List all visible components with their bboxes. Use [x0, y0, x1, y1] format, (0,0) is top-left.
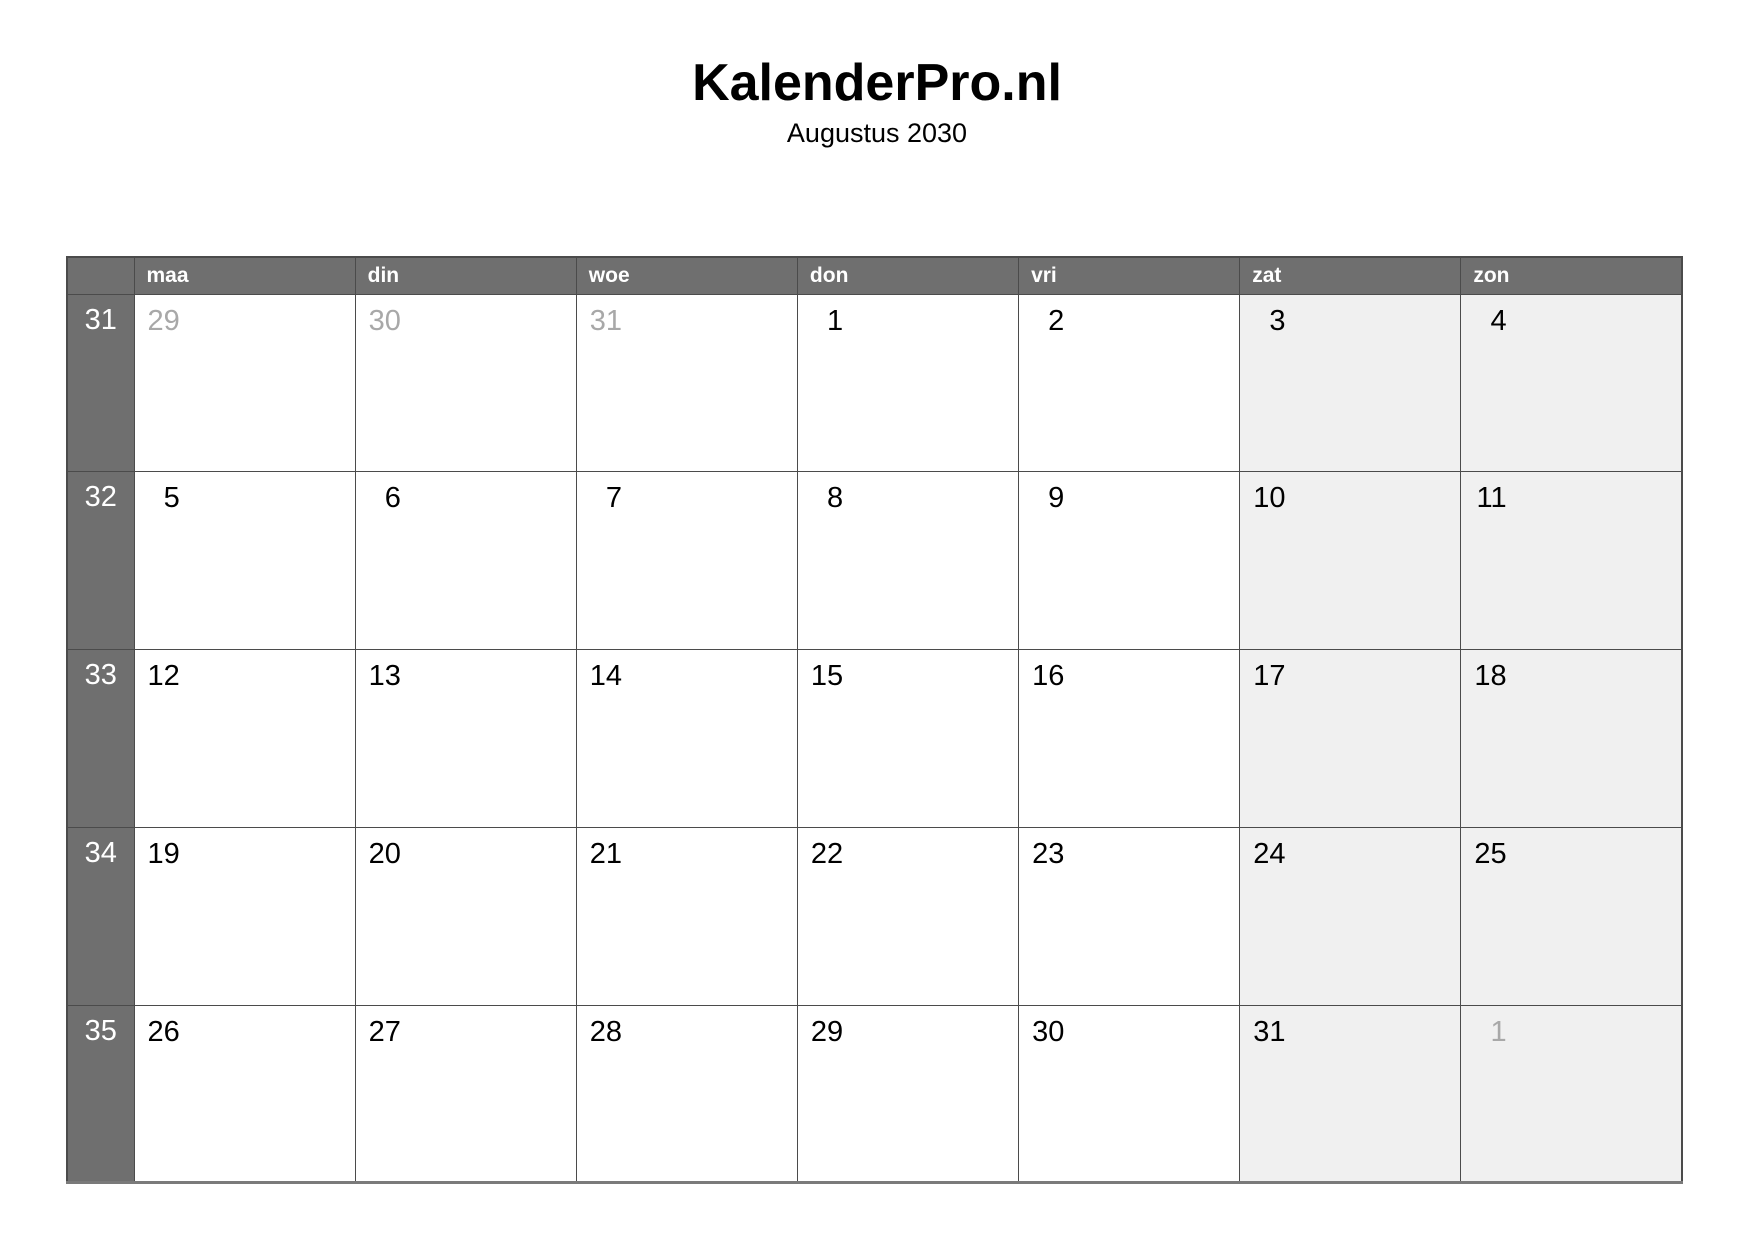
day-header-maa: maa — [134, 257, 355, 294]
week-number: 32 — [67, 472, 134, 650]
day-cell — [1019, 472, 1240, 650]
week-number: 31 — [67, 294, 134, 472]
day-number: 2 — [1048, 304, 1065, 337]
day-cell — [134, 650, 355, 828]
day-cell — [576, 472, 797, 650]
day-number: 4 — [1490, 304, 1507, 337]
day-number: 19 — [147, 837, 180, 870]
week-number: 34 — [67, 827, 134, 1005]
day-cell — [1240, 294, 1461, 472]
day-cell — [576, 1005, 797, 1183]
day-number: 10 — [1253, 482, 1286, 515]
day-number: 3 — [1269, 304, 1286, 337]
day-number: 30 — [368, 304, 401, 337]
day-cell — [1461, 294, 1682, 472]
day-cell — [1019, 650, 1240, 828]
day-cell — [797, 650, 1018, 828]
day-cell — [797, 472, 1018, 650]
day-cell — [134, 472, 355, 650]
day-number: 20 — [368, 837, 401, 870]
day-number: 12 — [147, 660, 180, 693]
day-cell — [1461, 1005, 1682, 1183]
day-header-din: din — [355, 257, 576, 294]
day-cell — [576, 827, 797, 1005]
day-number: 13 — [368, 660, 401, 693]
day-number: 21 — [589, 837, 623, 870]
day-number: 23 — [1032, 837, 1065, 870]
day-number: 15 — [810, 660, 844, 693]
day-cell — [797, 294, 1018, 472]
day-number: 17 — [1253, 660, 1286, 693]
day-cell — [134, 827, 355, 1005]
day-cell — [1240, 827, 1461, 1005]
page-header — [0, 0, 1754, 149]
day-header-woe: woe — [576, 257, 797, 294]
day-cell — [1240, 650, 1461, 828]
day-cell — [1019, 294, 1240, 472]
week-row — [67, 650, 1682, 828]
day-number: 25 — [1474, 837, 1507, 870]
day-number: 31 — [1253, 1015, 1286, 1048]
day-number: 28 — [589, 1015, 623, 1048]
day-cell — [1461, 650, 1682, 828]
day-cell — [1240, 472, 1461, 650]
day-cell — [1461, 827, 1682, 1005]
day-number: 18 — [1474, 660, 1507, 693]
week-number: 35 — [67, 1005, 134, 1183]
day-number: 7 — [605, 482, 623, 515]
corner-cell — [67, 257, 134, 294]
day-number: 30 — [1032, 1015, 1065, 1048]
week-row — [67, 827, 1682, 1005]
day-header-don: don — [797, 257, 1018, 294]
site-title: KalenderPro.nl — [692, 54, 1062, 112]
day-number: 8 — [827, 482, 844, 515]
day-cell — [1019, 827, 1240, 1005]
day-number: 11 — [1476, 482, 1507, 515]
day-cell — [576, 294, 797, 472]
day-cell — [355, 650, 576, 828]
day-cell — [134, 294, 355, 472]
day-cell — [1461, 472, 1682, 650]
week-row — [67, 294, 1682, 472]
day-cell — [1019, 1005, 1240, 1183]
week-row — [67, 1005, 1682, 1183]
day-cell — [134, 1005, 355, 1183]
day-cell — [355, 1005, 576, 1183]
day-cell — [797, 1005, 1018, 1183]
weekday-header-row — [67, 257, 1682, 294]
day-header-zat: zat — [1240, 257, 1461, 294]
day-cell — [576, 650, 797, 828]
day-number: 24 — [1253, 837, 1286, 870]
day-number: 22 — [810, 837, 844, 870]
day-number: 1 — [827, 304, 844, 337]
day-cell — [1240, 1005, 1461, 1183]
month-calendar — [66, 256, 1683, 1184]
day-cell — [797, 827, 1018, 1005]
day-number: 6 — [384, 482, 401, 515]
day-number: 14 — [589, 660, 623, 693]
day-number: 31 — [589, 304, 623, 337]
calendar-body — [67, 294, 1682, 1183]
week-number: 33 — [67, 650, 134, 828]
day-cell — [355, 472, 576, 650]
day-number: 9 — [1048, 482, 1065, 515]
week-row — [67, 472, 1682, 650]
day-header-zon: zon — [1461, 257, 1682, 294]
month-year-subtitle: Augustus 2030 — [786, 118, 968, 148]
day-number: 26 — [147, 1015, 180, 1048]
day-cell — [355, 294, 576, 472]
day-number: 29 — [810, 1015, 844, 1048]
day-number: 16 — [1032, 660, 1065, 693]
day-header-vri: vri — [1019, 257, 1240, 294]
day-number: 27 — [368, 1015, 401, 1048]
day-number: 1 — [1490, 1015, 1507, 1048]
day-number: 29 — [147, 304, 180, 337]
day-number: 5 — [163, 482, 180, 515]
day-cell — [355, 827, 576, 1005]
